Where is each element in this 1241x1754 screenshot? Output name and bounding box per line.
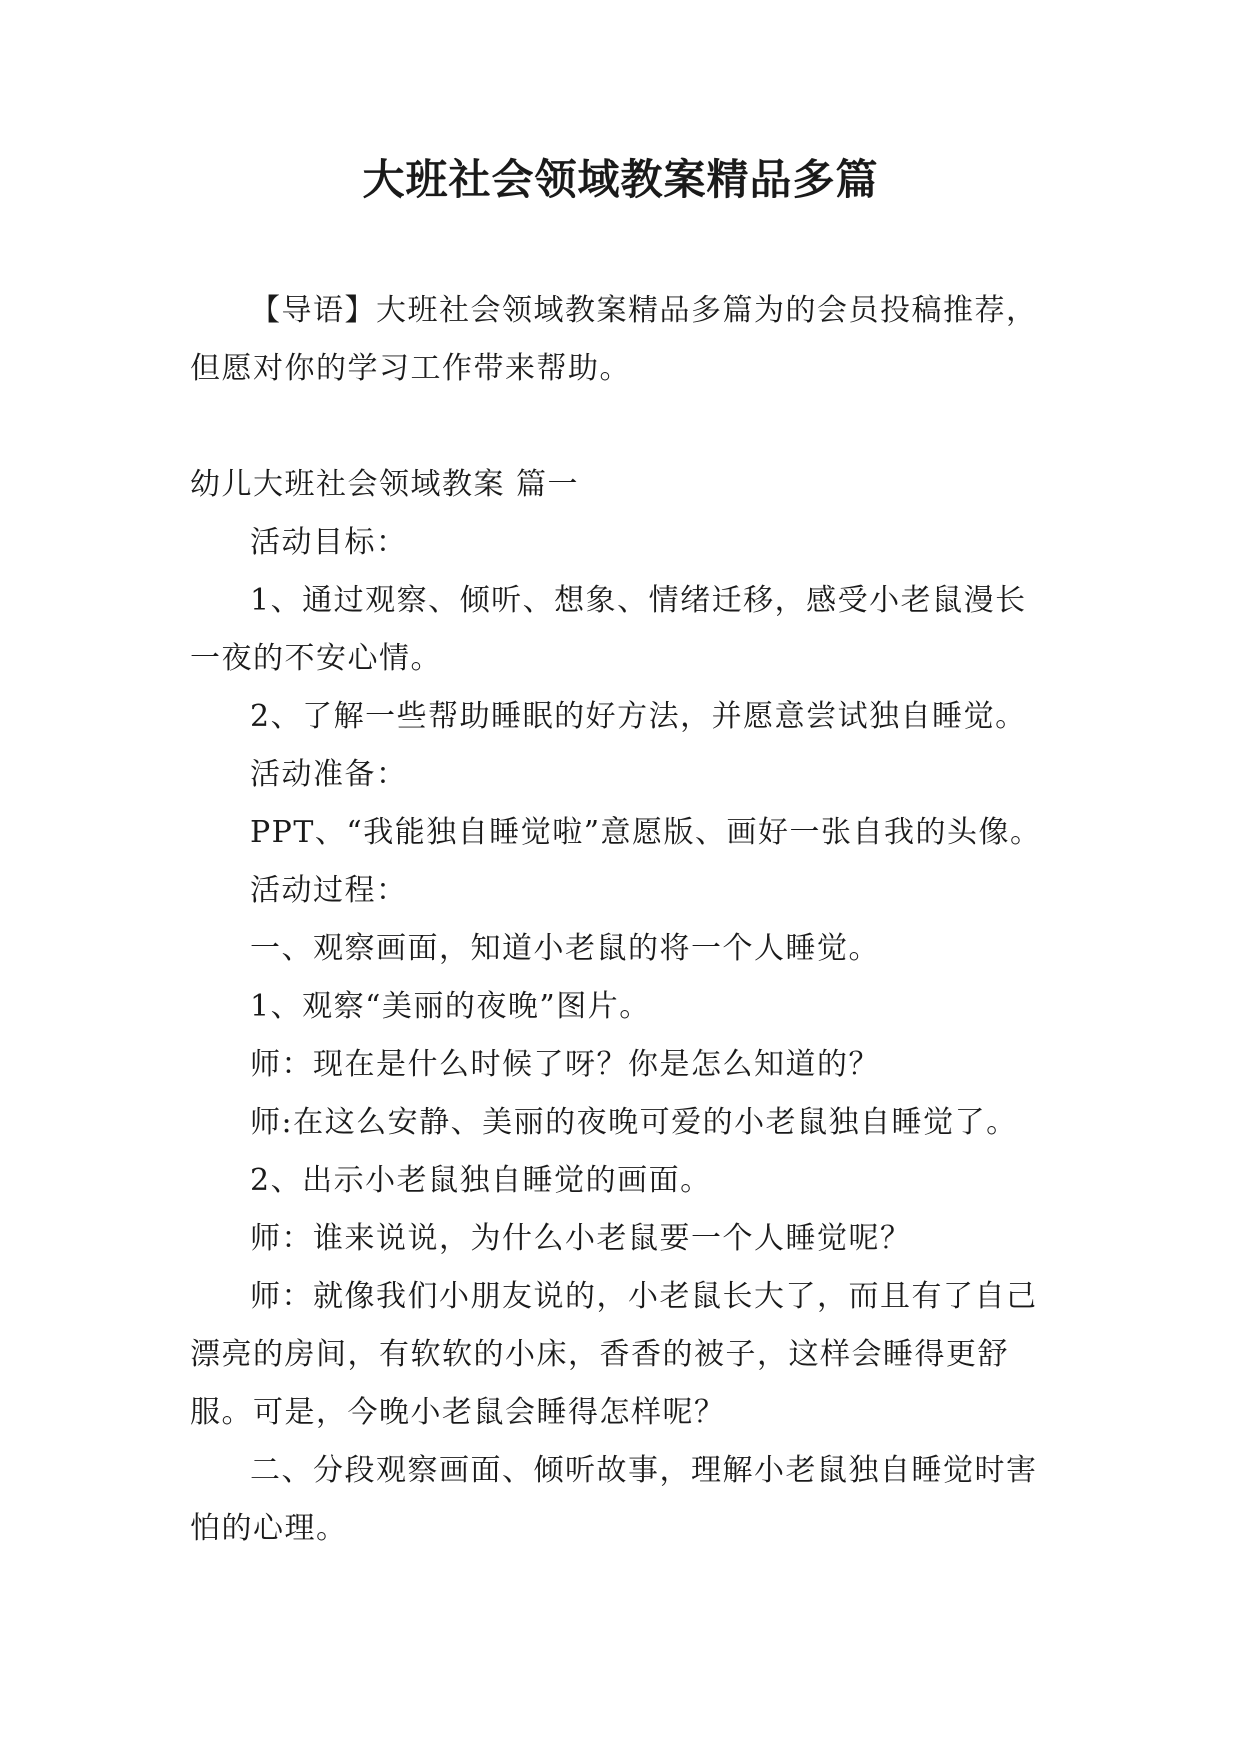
paragraph: 活动过程： xyxy=(250,873,408,908)
section-heading: 幼儿大班社会领域教案 篇一 xyxy=(190,467,580,502)
paragraph: PPT、“我能独自睡觉啦”意愿版、画好一张自我的头像。 xyxy=(250,815,1042,850)
document-title: 大班社会领域教案精品多篇 xyxy=(362,155,879,204)
paragraph: 师:在这么安静、美丽的夜晚可爱的小老鼠独自睡觉了。 xyxy=(250,1105,1018,1140)
paragraph: 一、观察画面，知道小老鼠的将一个人睡觉。 xyxy=(250,931,880,966)
paragraph: 1、通过观察、倾听、想象、情绪迁移，感受小老鼠漫长一夜的不安心情。 xyxy=(190,583,1027,676)
paragraph: 二、分段观察画面、倾听故事，理解小老鼠独自睡觉时害怕的心理。 xyxy=(190,1453,1038,1546)
paragraph: 2、了解一些帮助睡眠的好方法，并愿意尝试独自睡觉。 xyxy=(250,699,1027,734)
paragraph: 师：就像我们小朋友说的，小老鼠长大了，而且有了自己漂亮的房间，有软软的小床，香香的被子，这样会睡得更舒服。可是，今晚小老鼠会睡得怎样呢？ xyxy=(190,1279,1038,1430)
paragraph: 师：现在是什么时候了呀？你是怎么知道的？ xyxy=(250,1047,880,1082)
paragraph: 活动准备： xyxy=(250,757,408,792)
paragraph: 2、出示小老鼠独自睡觉的画面。 xyxy=(250,1163,712,1198)
intro-paragraph: 【导语】大班社会领域教案精品多篇为的会员投稿推荐，但愿对你的学习工作带来帮助。 xyxy=(190,293,1038,386)
paragraph: 活动目标： xyxy=(250,525,408,560)
paragraph: 师：谁来说说，为什么小老鼠要一个人睡觉呢？ xyxy=(250,1221,912,1256)
document-body xyxy=(190,282,1050,1558)
paragraph: 1、观察“美丽的夜晚”图片。 xyxy=(250,989,651,1024)
